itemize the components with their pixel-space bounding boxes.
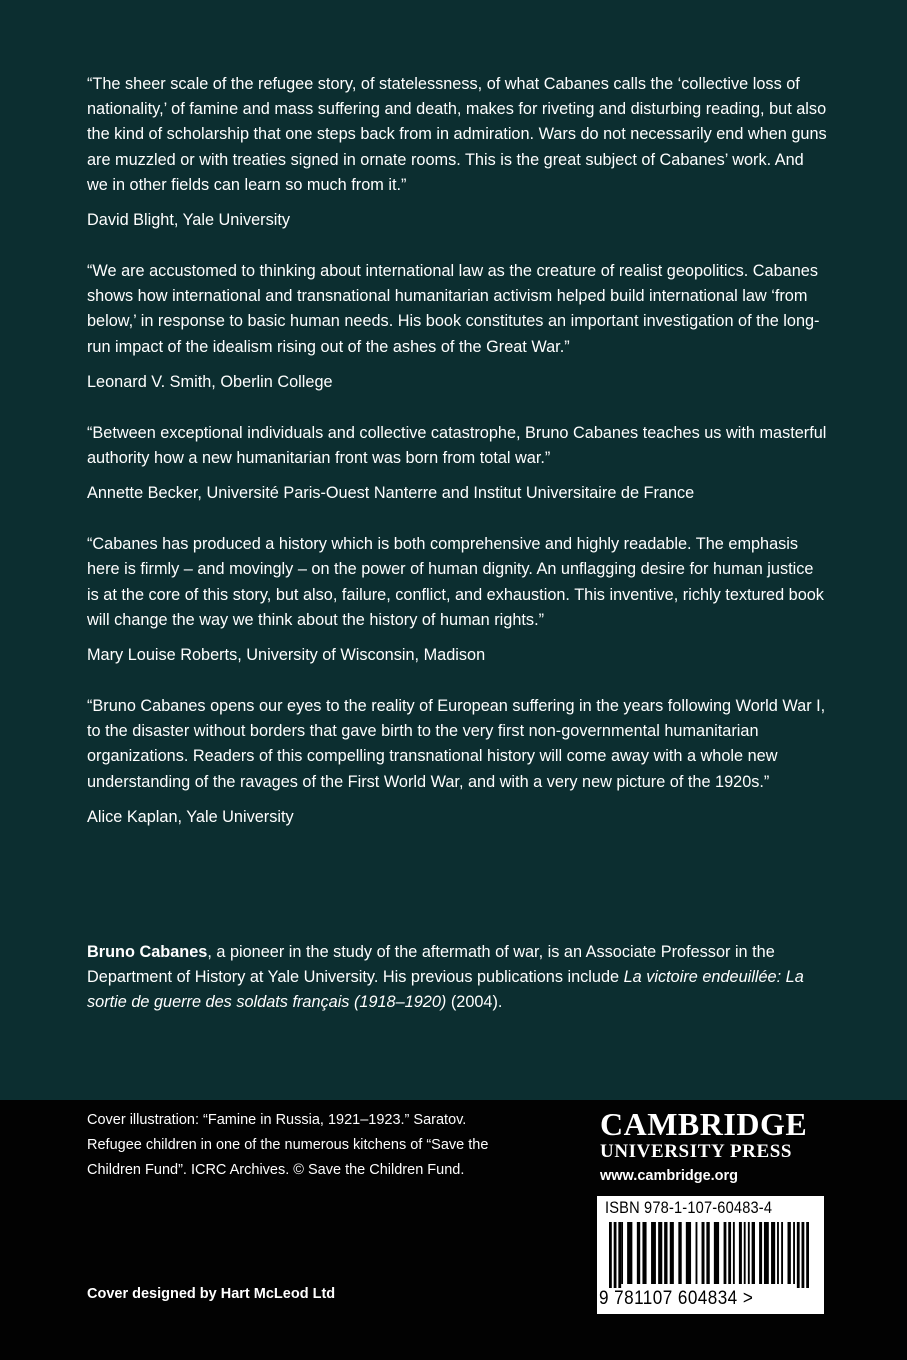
isbn-label: ISBN 978-1-107-60483-4 <box>605 1198 773 1217</box>
publisher-block <box>600 1107 830 1187</box>
endorsement-quote: “Bruno Cabanes opens our eyes to the reality of European suffering in the years following World War I, to the disaster without borders that gave birth to the very first non-governmental humanitarian organizations. Readers of this compelling transnational history will come away with a whole new understanding of the ravages of the First World War, and with a very new picture of the 1920s.” <box>87 697 826 791</box>
endorsement-item <box>87 694 827 830</box>
cover-designer-credit: Cover designed by Hart McLeod Ltd <box>87 1286 336 1302</box>
publisher-name: CAMBRIDGE <box>600 1106 808 1142</box>
barcode-bar <box>781 1222 783 1284</box>
barcode-bar <box>642 1222 646 1284</box>
barcode-bar <box>724 1222 727 1284</box>
barcode-bar <box>748 1222 750 1284</box>
barcode-bar <box>764 1222 769 1284</box>
barcode-bar <box>618 1222 621 1288</box>
barcode-bar <box>678 1222 681 1284</box>
endorsement-quote: “Cabanes has produced a history which is both comprehensive and highly readable. The emphasis here is firmly – and movingly – on the power of human dignity. An unflagging desire for human justice is at the core of this story, but also, failure, conflict, and exhaustion. This inventive, richly textured book will change the way we think about the history of human rights.” <box>87 535 824 629</box>
barcode-bar <box>802 1222 805 1288</box>
barcode-bar <box>744 1222 746 1284</box>
barcode-bar <box>637 1222 640 1284</box>
barcode-digits: 9 781107 604834 > <box>599 1288 754 1309</box>
author-bio <box>87 940 827 1016</box>
barcode-bar <box>777 1222 779 1284</box>
barcode-bar <box>651 1222 656 1284</box>
barcode-bar <box>739 1222 742 1284</box>
barcode-bar <box>670 1222 674 1284</box>
author-name: Bruno Cabanes <box>87 943 208 961</box>
barcode-bar <box>621 1222 623 1284</box>
author-bio-text-end: (2004). <box>446 993 503 1012</box>
endorsement-attribution: Leonard V. Smith, Oberlin College <box>87 372 333 391</box>
endorsement-item <box>87 72 827 233</box>
publisher-url: www.cambridge.org <box>600 1168 739 1184</box>
cover-illustration-credit: Cover illustration: “Famine in Russia, 1921–1923.” Saratov. Refugee children in one of the numerous kitchens of “Save the Children Fund”. ICRC Archives. © Save the Children Fund. <box>87 1112 489 1178</box>
author-bio-text: , a pioneer in the study of the aftermath of war, is an Associate Professor in the Department of History at Yale University. His previous publications include <box>87 943 775 987</box>
barcode-bars <box>607 1222 817 1288</box>
endorsement-attribution: Annette Becker, Université Paris-Ouest Nanterre and Institut Universitaire de France <box>87 484 695 503</box>
barcode-bar <box>733 1222 735 1284</box>
endorsement-attribution: David Blight, Yale University <box>87 211 290 230</box>
isbn-barcode <box>597 1196 824 1314</box>
endorsement-item <box>87 532 827 668</box>
previous-publication-title: La victoire endeuillée: La sortie de guerre des soldats français (1918–1920) <box>87 968 804 1012</box>
barcode-bar <box>728 1222 731 1284</box>
barcode-bar <box>714 1222 719 1284</box>
barcode-bar <box>702 1222 705 1284</box>
barcode-bar <box>759 1222 762 1284</box>
endorsement-quote: “The sheer scale of the refugee story, of statelessness, of what Cabanes calls the ‘collective loss of nationality,’ of famine and mass suffering and death, makes for riveting and disturbing reading, but also the kind of scholarship that one steps back from in admiration. Wars do not necessarily end when guns are muzzled or with treaties signed in ornate rooms. This is the great subject of Cabanes’ work. And we in other fields can learn so much from it.” <box>87 75 827 194</box>
barcode-bar <box>658 1222 662 1284</box>
barcode-bar <box>771 1222 775 1284</box>
barcode-bar <box>706 1222 709 1284</box>
barcode-bar <box>627 1222 632 1284</box>
endorsement-attribution: Alice Kaplan, Yale University <box>87 807 294 826</box>
barcode-bar <box>609 1222 612 1288</box>
endorsement-attribution: Mary Louise Roberts, University of Wisconsin, Madison <box>87 646 486 665</box>
publisher-subtitle: UNIVERSITY PRESS <box>600 1141 793 1162</box>
endorsement-quote: “Between exceptional individuals and collective catastrophe, Bruno Cabanes teaches us with masterful authority how a new humanitarian front was born from total war.” <box>87 423 827 468</box>
barcode-bar <box>696 1222 698 1284</box>
barcode-bar <box>806 1222 809 1288</box>
barcode-bar <box>664 1222 667 1284</box>
endorsement-item <box>87 421 827 506</box>
barcode-bar <box>797 1222 800 1288</box>
endorsement-item <box>87 259 827 395</box>
endorsement-quote: “We are accustomed to thinking about international law as the creature of realist geopolitics. Cabanes shows how international and transnational humanitarian activism helped build international law ‘from below,’ in response to basic human needs. His book constitutes an important investigation of the long-run impact of the idealism rising out of the ashes of the Great War.” <box>87 262 820 356</box>
barcode-bar <box>614 1222 617 1288</box>
endorsement-list <box>87 72 827 856</box>
barcode-bar <box>793 1222 795 1284</box>
barcode-bar <box>752 1222 755 1284</box>
barcode-bar <box>686 1222 691 1284</box>
barcode-bar <box>788 1222 791 1284</box>
